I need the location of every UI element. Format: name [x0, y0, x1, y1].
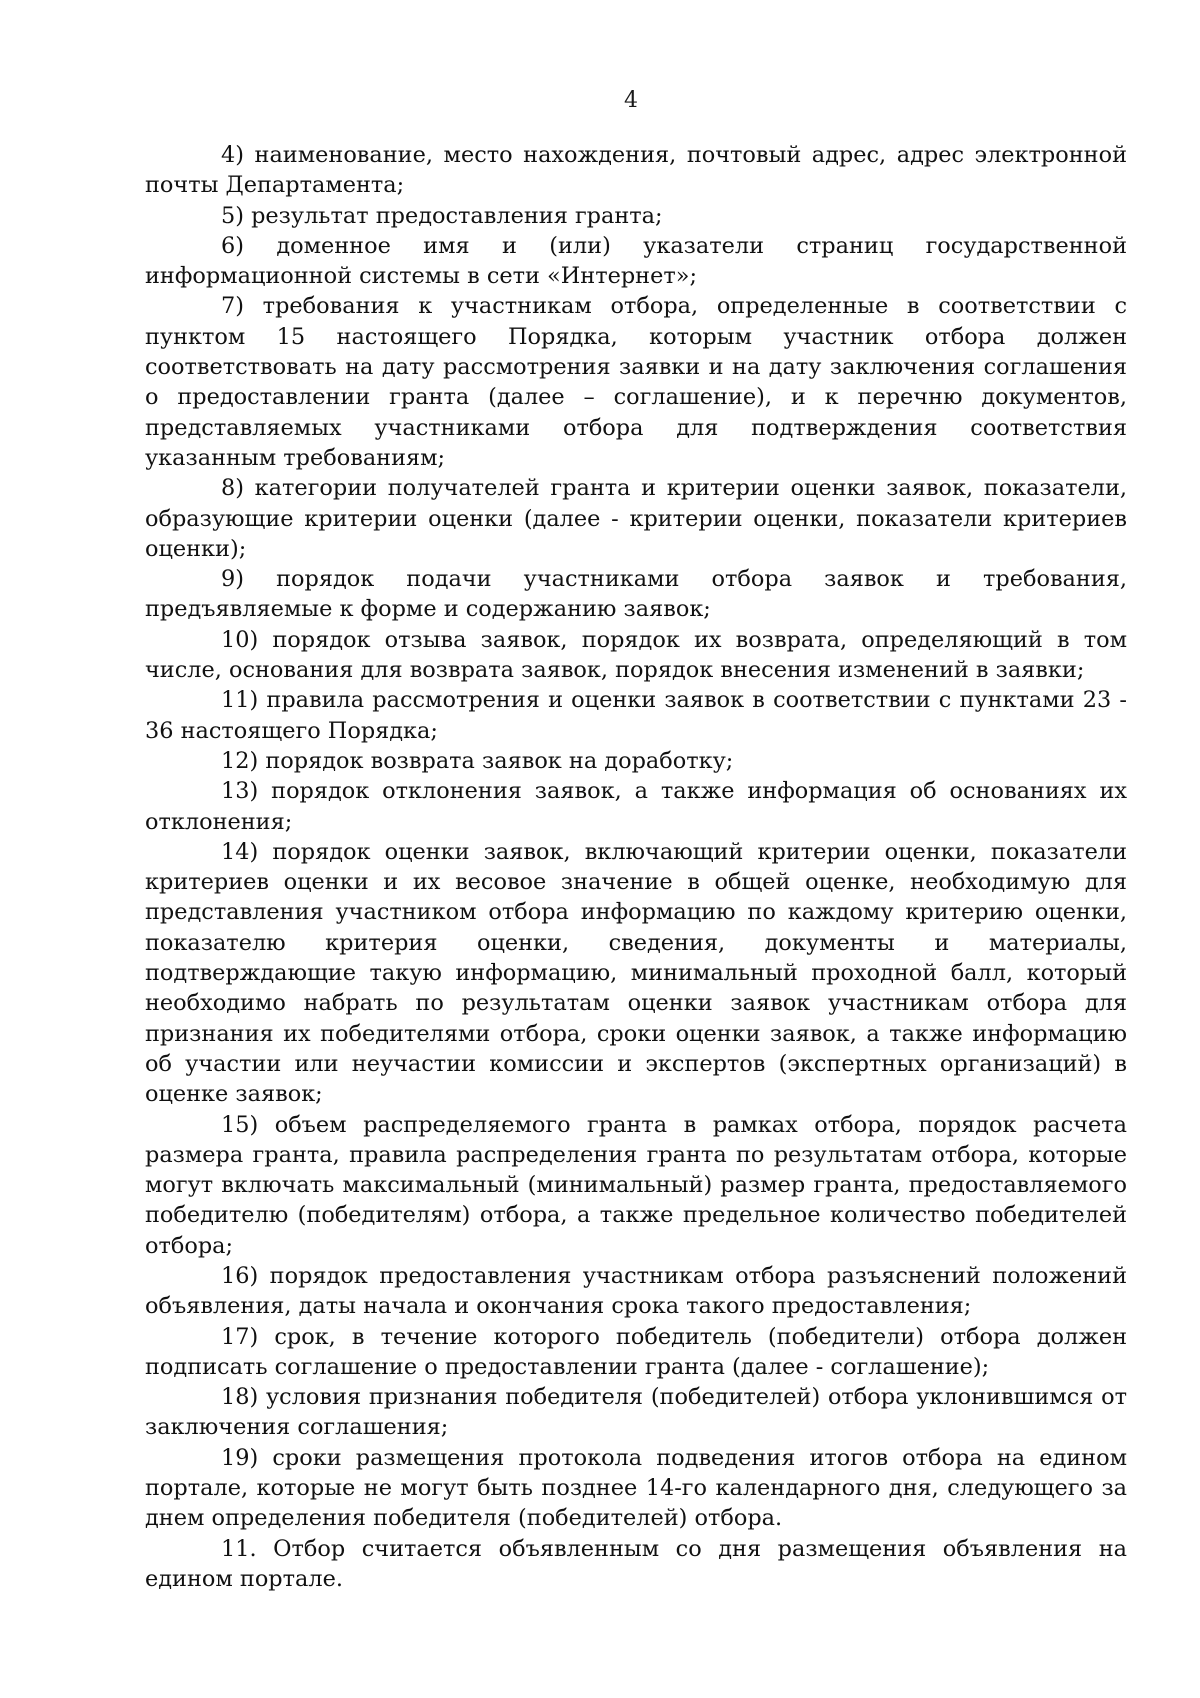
document-body	[145, 140, 1127, 1594]
list-item-14: 14) порядок оценки заявок, включающий критерии оценки, показатели критериев оценки и их весовое значение в общей оценке, необходимую для представления участником отбора информацию по каждому критерию оценки, показателю критерия оценки, сведения, документы и материалы, подтверждающие такую информацию, минимальный проходной балл, который необходимо набрать по результатам оценки заявок участникам отбора для признания их победителями отбора, сроки оценки заявок, а также информацию об участии или неучастии комиссии и экспертов (экспертных организаций) в оценке заявок;	[145, 838, 1127, 1108]
list-item-15: 15) объем распределяемого гранта в рамках отбора, порядок расчета размера гранта, правила распределения гранта по результатам отбора, которые могут включать максимальный (минимальный) размер гранта, предоставляемого победителю (победителям) отбора, а также предельное количество победителей отбора;	[145, 1111, 1127, 1259]
list-item-9: 9) порядок подачи участниками отбора заявок и требования, предъявляемые к форме и содержанию заявок;	[145, 566, 1127, 623]
list-item-8: 8) категории получателей гранта и критерии оценки заявок, показатели, образующие критерии оценки (далее - критерии оценки, показатели критериев оценки);	[145, 475, 1127, 562]
list-item-18: 18) условия признания победителя (победителей) отбора уклонившимся от заключения соглашения;	[145, 1384, 1127, 1441]
list-item-11: 11) правила рассмотрения и оценки заявок в соответствии с пунктами 23 - 36 настоящего Порядка;	[145, 687, 1127, 744]
section-11-paragraph: 11. Отбор считается объявленным со дня размещения объявления на едином портале.	[145, 1535, 1127, 1592]
list-item-5: 5) результат предоставления гранта;	[221, 202, 663, 229]
list-item-17: 17) срок, в течение которого победитель (победители) отбора должен подписать соглашение о предоставлении гранта (далее - соглашение);	[145, 1323, 1127, 1380]
list-item-4: 4) наименование, место нахождения, почтовый адрес, адрес электронной почты Департамента;	[145, 142, 1127, 199]
list-item-13: 13) порядок отклонения заявок, а также информация об основаниях их отклонения;	[145, 778, 1127, 835]
list-item-19: 19) сроки размещения протокола подведения итогов отбора на едином портале, которые не могут быть позднее 14-го календарного дня, следующего за днем определения победителя (победителей) отбора.	[145, 1444, 1127, 1532]
page-number: 4	[624, 88, 638, 113]
list-item-10: 10) порядок отзыва заявок, порядок их возврата, определяющий в том числе, основания для возврата заявок, порядок внесения изменений в заявки;	[145, 626, 1127, 684]
list-item-6: 6) доменное имя и (или) указатели страниц государственной информационной системы в сети «Интернет»;	[145, 232, 1127, 290]
list-item-16: 16) порядок предоставления участникам отбора разъяснений положений объявления, даты начала и окончания срока такого предоставления;	[145, 1262, 1127, 1320]
list-item-12: 12) порядок возврата заявок на доработку;	[221, 747, 734, 774]
list-item-7: 7) требования к участникам отбора, определенные в соответствии с пунктом 15 настоящего Порядка, которым участник отбора должен соответствовать на дату рассмотрения заявки и на дату заключения соглашения о предоставлении гранта (далее – соглашение), и к перечню документов, представляемых участниками отбора для подтверждения соответствия указанным требованиям;	[145, 293, 1127, 471]
